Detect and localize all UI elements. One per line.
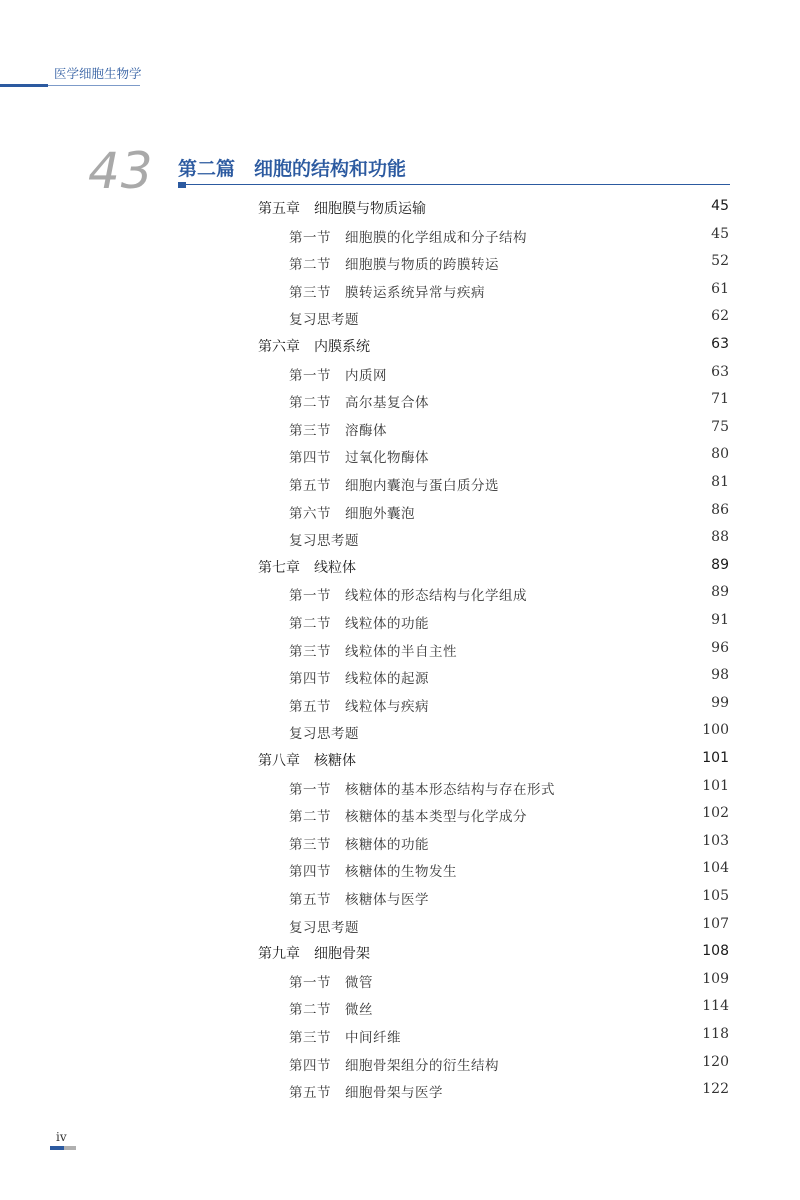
toc-entry-page: 103 <box>702 832 729 849</box>
running-head: 医学细胞生物学 <box>54 66 142 81</box>
header-rule <box>48 85 140 86</box>
folio-bar <box>64 1146 76 1150</box>
folio-bar-accent <box>50 1146 64 1150</box>
toc-entry-title: 第二节 高尔基复合体 <box>289 395 429 412</box>
page-number: iv <box>56 1130 67 1144</box>
toc-entry-title: 第四节 核糖体的生物发生 <box>289 864 457 881</box>
toc-entry-page: 91 <box>711 612 729 628</box>
toc-section-entry <box>0 360 800 388</box>
toc-entry-page: 122 <box>702 1081 729 1098</box>
toc-entry-title: 第三节 溶酶体 <box>289 422 387 439</box>
toc-entry-page: 63 <box>711 336 729 352</box>
toc-entry-page: 118 <box>702 1026 729 1042</box>
toc-entry-title: 第五节 线粒体与疾病 <box>289 698 429 715</box>
toc-entry-page: 45 <box>711 225 729 242</box>
toc-entry-page: 71 <box>711 391 729 408</box>
part-number: 43 <box>88 142 154 200</box>
toc-entry-title: 复习思考题 <box>289 533 359 550</box>
toc-section-entry <box>0 1077 800 1105</box>
toc-entry-page: 61 <box>711 280 729 297</box>
toc-entry-page: 114 <box>702 998 729 1015</box>
toc-entry-title: 第四节 线粒体的起源 <box>289 671 429 688</box>
header-rule-accent <box>0 84 48 87</box>
toc-entry-page: 108 <box>702 943 729 960</box>
toc-entry-title: 第一节 微管 <box>289 974 373 991</box>
toc-entry-page: 89 <box>711 556 729 573</box>
toc-entry-title: 第四节 细胞骨架组分的衍生结构 <box>289 1057 499 1074</box>
toc-entry-page: 62 <box>711 308 729 325</box>
toc-section-entry <box>0 580 800 608</box>
toc-section-entry <box>0 856 800 884</box>
toc-entry-title: 复习思考题 <box>289 726 359 743</box>
toc-entry-title: 第五节 细胞内囊泡与蛋白质分选 <box>289 478 499 494</box>
toc-section-entry <box>0 525 800 553</box>
toc-entry-page: 45 <box>711 198 729 214</box>
toc-entry-title: 第五章 细胞膜与物质运输 <box>258 201 426 217</box>
toc-section-entry <box>0 277 800 305</box>
part-title: 第二篇 细胞的结构和功能 <box>178 158 407 180</box>
toc-entry-title: 第七章 线粒体 <box>258 559 356 576</box>
toc-entry-page: 105 <box>702 888 729 904</box>
toc-entry-page: 107 <box>702 915 729 932</box>
toc-section-entry <box>0 967 800 995</box>
toc-section-entry <box>0 774 800 802</box>
part-title-bullet <box>178 182 186 188</box>
toc-entry-page: 100 <box>702 722 729 739</box>
toc-section-entry <box>0 249 800 277</box>
toc-entry-page: 89 <box>711 584 729 601</box>
toc-section-entry <box>0 222 800 250</box>
toc-entry-title: 第三节 核糖体的功能 <box>289 836 429 853</box>
toc-section-entry <box>0 663 800 691</box>
toc-entry-page: 96 <box>711 639 729 656</box>
toc-entry-page: 99 <box>711 694 729 711</box>
toc-entry-title: 第三节 中间纤维 <box>289 1030 401 1046</box>
toc-section-entry <box>0 1022 800 1050</box>
toc-entry-title: 第一节 细胞膜的化学组成和分子结构 <box>289 229 527 246</box>
toc-section-entry <box>0 829 800 857</box>
toc-section-entry <box>0 608 800 636</box>
toc-entry-title: 第三节 线粒体的半自主性 <box>289 643 457 660</box>
toc-section-entry <box>0 304 800 332</box>
toc-section-entry <box>0 801 800 829</box>
toc-section-entry <box>0 498 800 526</box>
toc-entry-page: 109 <box>702 970 729 987</box>
toc-section-entry <box>0 912 800 940</box>
toc-entry-page: 80 <box>711 446 729 463</box>
toc-entry-page: 75 <box>711 418 729 435</box>
toc-entry-title: 第二节 微丝 <box>289 1002 373 1019</box>
toc-entry-title: 第五节 细胞骨架与医学 <box>289 1085 443 1102</box>
part-title-rule <box>186 184 730 185</box>
toc-chapter-entry <box>0 194 800 222</box>
toc-entry-page: 52 <box>711 253 729 270</box>
toc-section-entry <box>0 636 800 664</box>
toc-entry-title: 第一节 核糖体的基本形态结构与存在形式 <box>289 781 555 798</box>
toc-entry-title: 第六章 内膜系统 <box>258 339 370 355</box>
toc-entry-page: 81 <box>711 474 729 490</box>
toc-chapter-entry <box>0 553 800 581</box>
toc-entry-title: 第一节 线粒体的形态结构与化学组成 <box>289 588 527 605</box>
toc-entry-title: 第八章 核糖体 <box>258 753 356 769</box>
toc-section-entry <box>0 718 800 746</box>
toc-entry-page: 120 <box>702 1053 729 1070</box>
toc-entry-title: 第四节 过氧化物酶体 <box>289 450 429 467</box>
toc-entry-page: 101 <box>702 750 729 766</box>
toc-section-entry <box>0 387 800 415</box>
toc-section-entry <box>0 994 800 1022</box>
toc-section-entry <box>0 470 800 498</box>
toc-section-entry <box>0 1050 800 1078</box>
toc-entry-page: 104 <box>702 860 729 877</box>
toc-entry-title: 复习思考题 <box>289 919 359 936</box>
toc-entry-title: 第二节 细胞膜与物质的跨膜转运 <box>289 257 499 274</box>
toc-entry-page: 86 <box>711 501 729 518</box>
toc-entry-title: 第一节 内质网 <box>289 367 387 384</box>
toc-section-entry <box>0 884 800 912</box>
toc-entry-page: 102 <box>702 805 729 822</box>
toc-chapter-entry <box>0 939 800 967</box>
toc-entry-title: 第六节 细胞外囊泡 <box>289 505 415 522</box>
toc-entry-page: 63 <box>711 363 729 380</box>
toc-entry-page: 88 <box>711 529 729 546</box>
toc-entry-title: 第二节 核糖体的基本类型与化学成分 <box>289 809 527 826</box>
toc-chapter-entry <box>0 332 800 360</box>
toc-section-entry <box>0 442 800 470</box>
toc-entry-page: 98 <box>711 667 729 684</box>
toc-section-entry <box>0 691 800 719</box>
toc-entry-title: 第二节 线粒体的功能 <box>289 616 429 632</box>
toc-chapter-entry <box>0 746 800 774</box>
toc-entry-title: 复习思考题 <box>289 312 359 329</box>
toc-entry-title: 第三节 膜转运系统异常与疾病 <box>289 284 485 301</box>
toc-entry-page: 101 <box>702 777 729 794</box>
toc-entry-title: 第五节 核糖体与医学 <box>289 892 429 908</box>
toc-section-entry <box>0 415 800 443</box>
toc-entry-title: 第九章 细胞骨架 <box>258 946 370 963</box>
